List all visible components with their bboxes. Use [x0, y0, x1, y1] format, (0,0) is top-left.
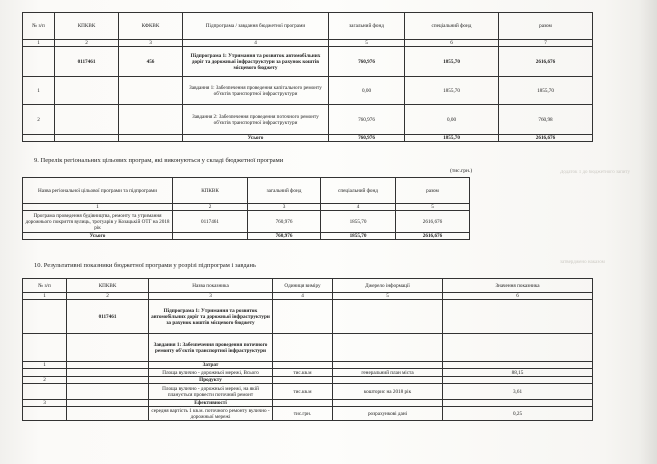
column-number: 4: [273, 293, 333, 300]
column-number: 1: [23, 293, 67, 300]
subprogram-title: Підпрограма 1: Утримання та розвиток автомобільних доріг та дорожньої інфраструктури за рахунок коштів місцевого бюджету: [183, 47, 329, 77]
header-cell: Підпрограма / завдання бюджетної програми: [183, 13, 329, 40]
kfkvk-cell: 456: [119, 47, 183, 77]
table-row: [23, 211, 470, 233]
table-row: [23, 334, 593, 362]
group-label: Затрат: [149, 362, 273, 369]
total: 1855,70: [499, 77, 593, 105]
header-cell: спеціальний фонд: [405, 13, 499, 40]
general-fund: 760,976: [248, 233, 321, 240]
total-label: Усього: [23, 233, 173, 240]
special-fund: 1855,70: [321, 211, 396, 233]
row-number: 3: [23, 400, 67, 407]
column-number: 5: [329, 40, 405, 47]
column-number: 5: [333, 293, 443, 300]
table-row: [23, 77, 593, 105]
task-title: Завдання 1: Забезпечення проведення капітального ремонту об'єктів транспортної інфраструктури: [183, 77, 329, 105]
column-number: 1: [23, 40, 55, 47]
column-number: 2: [173, 204, 248, 211]
header-cell: Назва показника: [149, 279, 273, 293]
header-cell: № з/п: [23, 279, 67, 293]
row-number: 2: [23, 377, 67, 384]
special-fund: 1855,70: [405, 135, 499, 142]
header-cell: Джерело інформації: [333, 279, 443, 293]
general-fund: 0,00: [329, 77, 405, 105]
task-title: Завдання 1: Забезпечення проведення поточного ремонту об'єктів транспортної інфраструктури: [149, 334, 273, 362]
table-row: [23, 384, 593, 400]
indicator-value: 0,25: [443, 407, 593, 421]
header-cell: № з/п: [23, 13, 55, 40]
row-number: 2: [23, 105, 55, 135]
group-label: Продукту: [149, 377, 273, 384]
special-fund: 0,00: [405, 105, 499, 135]
indicator-source: кошторис на 2018 рік: [333, 384, 443, 400]
row-number: 1: [23, 77, 55, 105]
bleed-through-text: затверджено наказом: [560, 260, 605, 265]
header-cell: разом: [499, 13, 593, 40]
group-row: [23, 400, 593, 407]
general-fund: 760,976: [248, 211, 321, 233]
indicator-name: Площа вулично - дорожньої мережі, Всього: [149, 369, 273, 377]
column-number: 6: [443, 293, 593, 300]
indicator-unit: тис.грн.: [273, 407, 333, 421]
header-cell: КПКВК: [173, 178, 248, 204]
regional-programs-table: [22, 177, 470, 240]
header-cell: загальний фонд: [248, 178, 321, 204]
indicator-unit: тис.кв.м: [273, 369, 333, 377]
row-number: 1: [23, 362, 67, 369]
table-row: [23, 407, 593, 421]
column-number: 3: [248, 204, 321, 211]
table-row: [23, 300, 593, 334]
indicator-name: середня вартість 1 кв.м. поточного ремонту вулично - дорожньої мережі: [149, 407, 273, 421]
indicator-source: розрахункові дані: [333, 407, 443, 421]
column-number: 4: [321, 204, 396, 211]
column-number: 6: [405, 40, 499, 47]
kpkvk-cell: 0117461: [67, 300, 149, 334]
unit-label: (тис.грн.): [450, 168, 473, 174]
special-fund: 1855,70: [405, 47, 499, 77]
section-10-title: 10. Результативні показники бюджетної програми у розрізі підпрограм і завдань: [34, 262, 256, 269]
header-cell: разом: [396, 178, 470, 204]
column-number: 2: [55, 40, 119, 47]
indicator-value: 3,61: [443, 384, 593, 400]
header-cell: Назва регіональної цільової програми та підпрограми: [23, 178, 173, 204]
header-cell: Одиниця виміру: [273, 279, 333, 293]
total: 760,98: [499, 105, 593, 135]
program-name: Програма проведення будівництва, ремонту та утримання дорожнього покриття вулиць, тротуарів у Козацькій ОТГ на 2018 рік: [23, 211, 173, 233]
column-number: 4: [183, 40, 329, 47]
total-row: [23, 233, 470, 240]
section-9-title: 9. Перелік регіональних цільових програм, які виконуються у складі бюджетної програми: [34, 157, 284, 164]
indicator-value: 88,15: [443, 369, 593, 377]
column-number: 3: [119, 40, 183, 47]
task-title: Завдання 2: Забезпечення проведення поточного ремонту об'єктів транспортної інфраструктури: [183, 105, 329, 135]
indicator-source: генеральний план міста: [333, 369, 443, 377]
table-row: [23, 105, 593, 135]
header-cell: загальний фонд: [329, 13, 405, 40]
general-fund: 760,976: [329, 47, 405, 77]
budget-subprogram-table: [22, 12, 593, 142]
total-row: [23, 135, 593, 142]
indicator-unit: тис.кв.м: [273, 384, 333, 400]
total: 2616,676: [396, 233, 470, 240]
table-row: [23, 369, 593, 377]
column-number: 7: [499, 40, 593, 47]
special-fund: 1855,70: [405, 77, 499, 105]
total-label: Усього: [183, 135, 329, 142]
total: 2616,676: [396, 211, 470, 233]
general-fund: 760,976: [329, 105, 405, 135]
header-cell: спеціальний фонд: [321, 178, 396, 204]
column-number: 5: [396, 204, 470, 211]
group-label: Ефективності: [149, 400, 273, 407]
group-row: [23, 377, 593, 384]
table-row: [23, 47, 593, 77]
kpkvk-cell: 0117461: [55, 47, 119, 77]
header-cell: КПКВК: [55, 13, 119, 40]
indicator-name: Площа вулично - дорожньої мережі, на якій планується провести поточний ремонт: [149, 384, 273, 400]
group-row: [23, 362, 593, 369]
header-cell: Значення показника: [443, 279, 593, 293]
general-fund: 760,976: [329, 135, 405, 142]
bleed-through-text: Додаток 1 до бюджетного запиту: [560, 170, 631, 175]
column-number: 2: [67, 293, 149, 300]
kpkvk-cell: 0117461: [173, 211, 248, 233]
header-cell: КПКВК: [67, 279, 149, 293]
total: 2616,676: [499, 135, 593, 142]
performance-indicators-table: [22, 278, 593, 421]
total: 2616,676: [499, 47, 593, 77]
header-cell: КФКВК: [119, 13, 183, 40]
column-number: 1: [23, 204, 173, 211]
column-number: 3: [149, 293, 273, 300]
subprogram-title: Підпрограма 1: Утримання та розвиток автомобільних доріг та дорожньої інфраструктури за рахунок коштів місцевого бюджету: [149, 300, 273, 334]
special-fund: 1855,70: [321, 233, 396, 240]
